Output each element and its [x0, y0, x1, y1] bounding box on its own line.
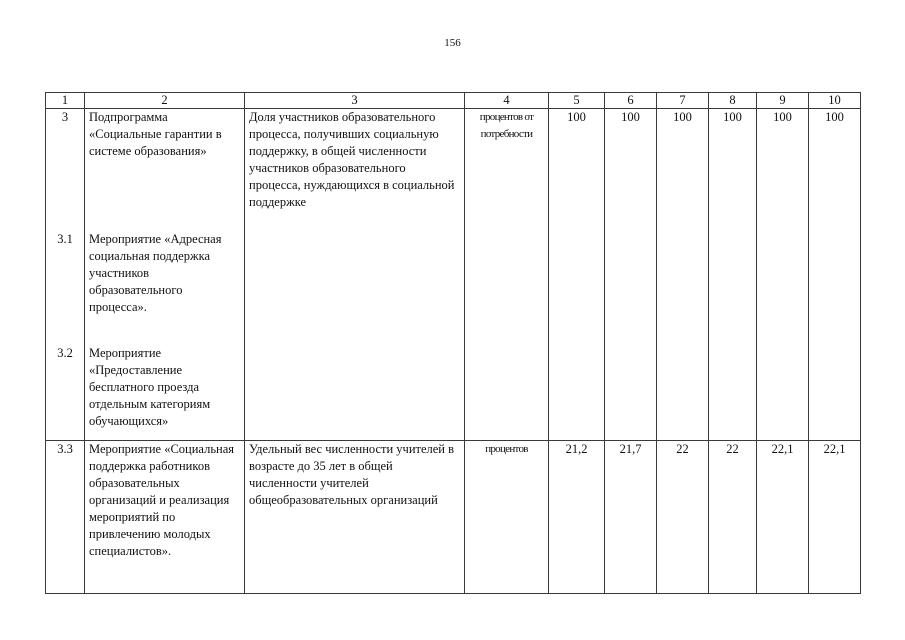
column-header: 3 [245, 93, 465, 109]
header-row [46, 93, 861, 109]
page-number: 156 [444, 37, 461, 49]
value-cell: 22,1 [809, 441, 861, 594]
value-cell: 22 [657, 441, 709, 594]
value-cell: 100 [605, 109, 657, 441]
value-cell: 100 [549, 109, 605, 441]
program-item: Мероприятие «Адресная социальная поддержка участников образовательного процесса». [89, 232, 222, 314]
program-table [45, 92, 861, 594]
value-cell: 21,7 [605, 441, 657, 594]
column-header: 2 [85, 93, 245, 109]
row-number: 3.2 [57, 346, 73, 360]
value-cell: 100 [709, 109, 757, 441]
program-item: Мероприятие «Социальная поддержка работников образовательных организаций и реализация мероприятий по привлечению молодых специалистов». [85, 441, 245, 594]
column-header: 1 [46, 93, 85, 109]
value-cell: 22 [709, 441, 757, 594]
column-header: 7 [657, 93, 709, 109]
value-cell: 100 [657, 109, 709, 441]
program-item: Мероприятие «Предоставление бесплатного проезда отдельным категориям обучающихся» [89, 346, 211, 428]
column-header: 6 [605, 93, 657, 109]
row-number: 3.1 [57, 232, 73, 246]
table-row [46, 441, 861, 594]
program-item: Подпрограмма «Социальные гарантии в системе образования» [89, 110, 222, 158]
row-number: 3 [61, 110, 69, 124]
table-row [46, 109, 861, 441]
unit-cell: процентов [465, 441, 549, 594]
value-cell: 21,2 [549, 441, 605, 594]
unit-cell: процентов от потребности [465, 109, 549, 441]
program-name-cell [85, 109, 245, 441]
column-header: 5 [549, 93, 605, 109]
value-cell: 100 [809, 109, 861, 441]
column-header: 8 [709, 93, 757, 109]
column-header: 9 [757, 93, 809, 109]
row-number-cell [46, 109, 85, 441]
value-cell: 100 [757, 109, 809, 441]
indicator-cell: Удельный вес численности учителей в возрасте до 35 лет в общей численности учителей общеобразовательных организаций [245, 441, 465, 594]
row-number: 3.3 [46, 441, 85, 594]
indicator-cell: Доля участников образовательного процесса, получивших социальную поддержку, в общей численности участников образовательного процесса, нуждающихся в социальной поддержке [245, 109, 465, 441]
column-header: 10 [809, 93, 861, 109]
value-cell: 22,1 [757, 441, 809, 594]
column-header: 4 [465, 93, 549, 109]
